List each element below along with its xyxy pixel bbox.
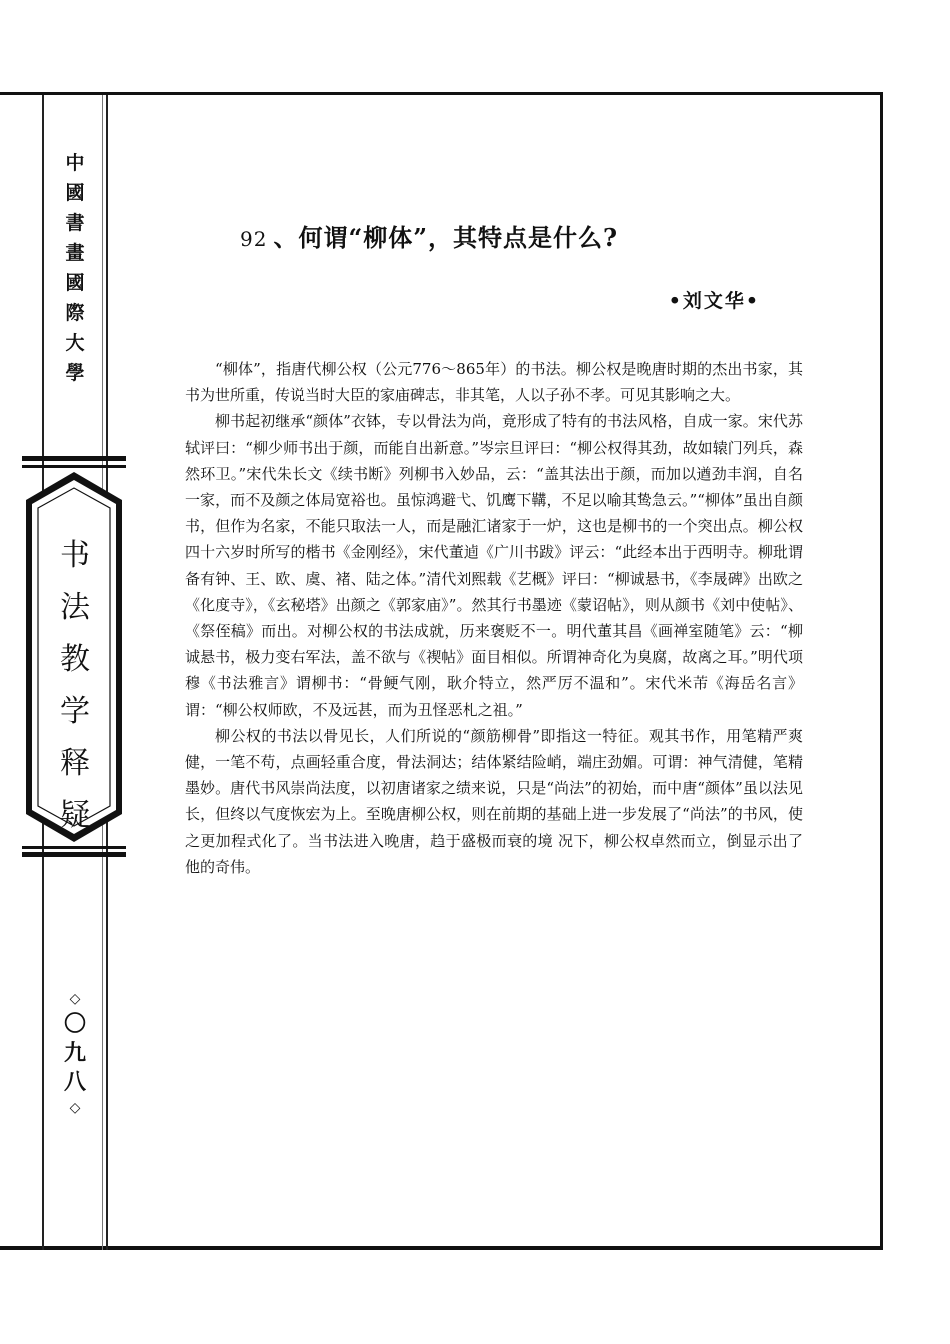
ornament-bar: [22, 465, 126, 468]
series-char: 國: [65, 272, 85, 294]
article-title-text: 何谓“柳体”，其特点是什么?: [298, 223, 619, 252]
page-number: [62, 988, 88, 1119]
paragraph: 柳公权的书法以骨见长，人们所说的“颜筋柳骨”即指这一特征。观其书作，用笔精严爽健，一笔不苟，点画轻重合度，骨法洞达；结体紧结险峭，端庄劲媚。可谓：神气清健，笔精墨妙。唐代书风崇尚法度，以初唐诸家之绩来说，只是“尚法”的初始，而中唐“颜体”虽以法见长，但终以气度恢宏为上。至晚唐柳公权，则在前期的基础上进一步发展了“尚法”的书风，使之更加程式化了。当书法进入晚唐，趋于盛极而衰的境 况下，柳公权卓然而立，倒显示出了他的奇伟。: [185, 726, 803, 876]
book-title-char: 学: [60, 694, 90, 729]
article-title: [240, 218, 740, 253]
page-number-digit: 〇: [63, 1012, 86, 1037]
book-title-char: 法: [60, 590, 90, 625]
ornament-bar: [22, 852, 126, 857]
series-char: 中: [65, 152, 85, 174]
page-number-digit: 九: [63, 1041, 86, 1066]
book-title: [36, 530, 114, 842]
series-title: [60, 148, 90, 388]
diamond-icon: ◇: [69, 1100, 81, 1116]
paragraph: “柳体”，指唐代柳公权（公元776～865年）的书法。柳公权是晚唐时期的杰出书家，其书为世所重，传说当时大臣的家庙碑志，非其笔，人以子孙不孝。可见其影响之大。: [185, 360, 803, 405]
ornament-bar: [22, 456, 126, 461]
series-char: 書: [65, 212, 85, 234]
series-char: 際: [65, 302, 85, 324]
page-number-digit: 八: [63, 1070, 86, 1095]
article-number: 92: [240, 227, 268, 251]
series-char: 國: [65, 182, 85, 204]
book-title-char: 释: [60, 746, 90, 781]
diamond-icon: ◇: [69, 991, 81, 1007]
article-body: [185, 356, 803, 880]
article-separator: 、: [273, 223, 299, 252]
book-title-char: 书: [60, 538, 90, 573]
ornament-bar: [22, 846, 126, 849]
series-char: 畫: [65, 242, 85, 264]
series-char: 大: [65, 332, 85, 354]
article-author: •刘文华•: [668, 290, 760, 312]
book-title-char: 教: [60, 642, 90, 677]
paragraph: 柳书起初继承“颜体”衣钵，专以骨法为尚，竟形成了特有的书法风格，自成一家。宋代苏轼评曰：“柳少师书出于颜，而能自出新意。”岑宗旦评曰：“柳公权得其劲，故如辕门列兵，森然环卫。”宋代朱长文《续书断》列柳书入妙品，云：“盖其法出于颜，而加以遒劲丰润，自名一家，而不及颜之体局宽裕也。虽惊鸿避弋、饥鹰下鞲，不足以喻其鸷急云。”“柳体”虽出自颜书，但作为名家，不能只取法一人，而是融汇诸家于一炉，这也是柳书的一个突出点。柳公权四十六岁时所写的楷书《金刚经》，宋代董逌《广川书跋》评云：“此经本出于西明寺。柳玭谓备有钟、王、欧、虞、褚、陆之体。”清代刘熙载《艺概》评曰：“柳诚悬书，《李晟碑》出欧之《化度寺》，《玄秘塔》出颜之《郭家庙》”。然其行书墨迹《蒙诏帖》，则从颜书《刘中使帖》、《祭侄稿》而出。对柳公权的书法成就，历来褒贬不一。明代董其昌《画禅室随笔》云：“柳诚悬书，极力变右军法，盖不欲与《禊帖》面目相似。所谓神奇化为臭腐，故离之耳。”明代项穆《书法雅言》谓柳书：“骨鲠气刚，耿介特立，然严厉不温和”。宋代米芾《海岳名言》谓：“柳公权师欧，不及远甚，而为丑怪恶札之祖。”: [185, 412, 803, 719]
book-title-char: 疑: [60, 798, 90, 833]
series-char: 學: [65, 362, 85, 384]
